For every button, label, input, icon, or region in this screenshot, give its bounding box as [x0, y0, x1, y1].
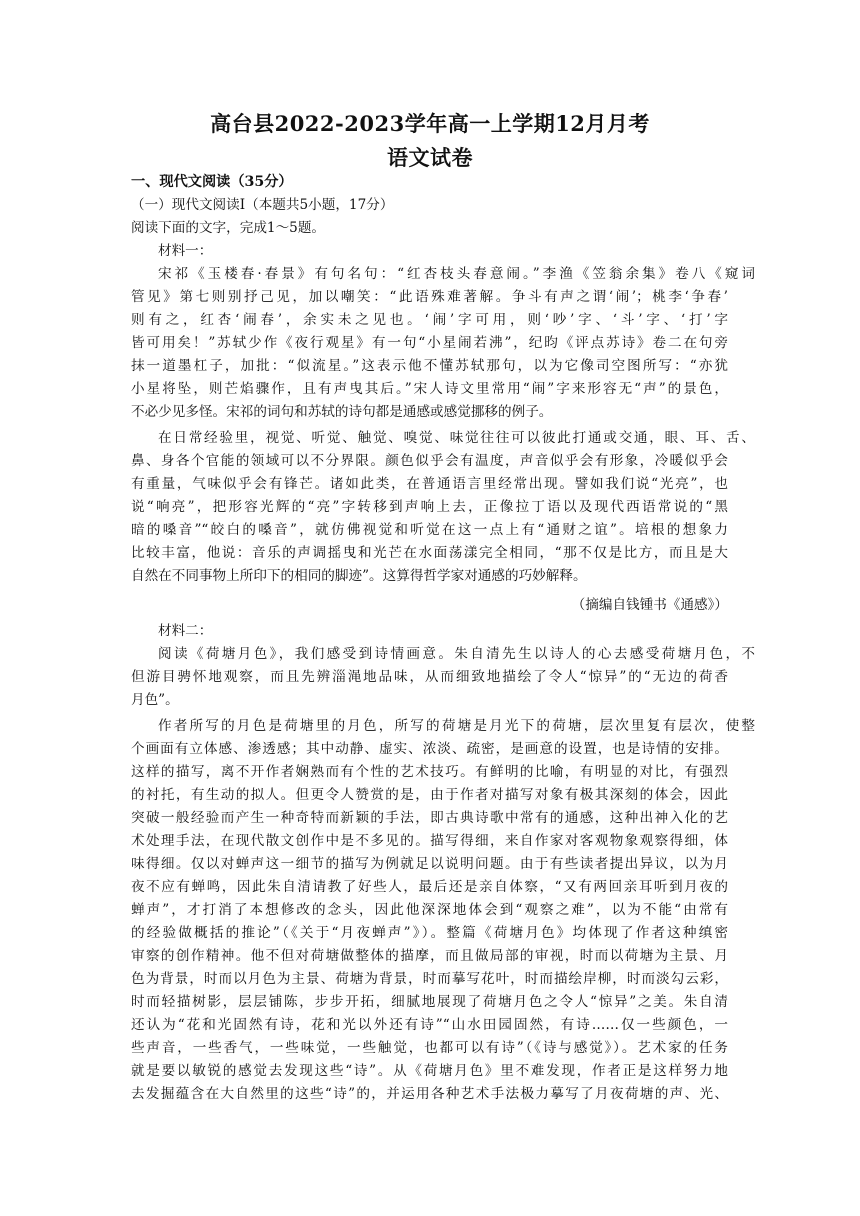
text-line: 还认为“花和光固然有诗，花和光以外还有诗”“山水田园固然，有诗……仅一些颜色，一 [131, 1017, 728, 1033]
text-line: 去发掘蕴含在大自然里的这些“诗”的，并运用各种艺术手法极力摹写了月夜荷塘的声、光、 [131, 1086, 728, 1102]
text-line: 阅读《荷塘月色》，我们感受到诗情画意。朱自清先生以诗人的心去感受荷塘月色，不 [158, 646, 755, 662]
subsection-heading: （一）现代文阅读Ⅰ（本题共5小题，17分） [131, 197, 394, 213]
exam-subtitle: 语文试卷 [387, 145, 473, 170]
text-line: 管见》第七则别抒己见，加以嘲笑：“此语殊难著解。争斗有声之谓‘闹’；桃李‘争春’ [131, 289, 728, 305]
text-line: 术处理手法，在现代散文创作中是不多见的。描写得细，来自作家对客观物象观察得细，体 [131, 833, 728, 849]
text-line: 比较丰富，他说：音乐的声调摇曳和光芒在水面荡漾完全相同，“那不仅是比方，而且是大 [131, 545, 728, 561]
section-heading: 一、现代文阅读（35分） [131, 174, 293, 190]
text-line: 些声音，一些香气，一些味觉，一些触觉，也都可以有诗”（《诗与感觉》）。艺术家的任务 [131, 1040, 728, 1056]
text-line: 色为背景，时而以月色为主景、荷塘为背景，时而摹写花叶，时而描绘岸柳，时而淡勾云彩， [131, 971, 728, 987]
text-line: 夜不应有蝉鸣，因此朱自清请教了好些人，最后还是亲自体察，“又有两回亲耳听到月夜的 [131, 879, 728, 895]
text-line: 有重量，气味似乎会有锋芒。诸如此类，在普通语言里经常出现。譬如我们说“光亮”，也 [131, 476, 728, 492]
exam-title: 高台县2022-2023学年高一上学期12月月考 [210, 111, 650, 136]
text-line: 但游目骋怀地观察，而且先辨淄渑地品味，从而细致地描绘了令人“惊异”的“无边的荷香 [131, 669, 728, 685]
instruction-text: 阅读下面的文字，完成1～5题。 [131, 220, 326, 236]
text-line: 小星将坠，则芒焰骤作，且有声曳其后。”宋人诗文里常用“闹”字来形容无“声”的景色， [131, 381, 728, 397]
text-line: 皆可用矣！”苏轼少作《夜行观星》有一句“小星闹若沸”，纪昀《评点苏诗》卷二在句旁 [131, 335, 728, 351]
text-line: 这样的描写，离不开作者娴熟而有个性的艺术技巧。有鲜明的比喻，有明显的对比，有强烈 [131, 764, 728, 780]
text-line: 月色”。 [131, 692, 179, 708]
text-line: 宋祁《玉楼春·春景》有句名句：“红杏枝头春意闹。”李渔《笠翁余集》卷八《窥词 [158, 266, 755, 282]
material-label: 材料一： [158, 243, 213, 259]
text-line: 不必少见多怪。宋祁的词句和苏轼的诗句都是通感或感觉挪移的例子。 [131, 404, 553, 420]
text-line: 突破一般经验而产生一种奇特而新颖的手法，即古典诗歌中常有的通感，这种出神入化的艺 [131, 810, 728, 826]
text-line: 蝉声”，才打消了本想修改的念头，因此他深深地体会到“观察之难”，以为不能“由常有 [131, 902, 728, 918]
text-line: 鼻、身各个官能的领域可以不分界限。颜色似乎会有温度，声音似乎会有形象，冷暖似乎会 [131, 453, 728, 469]
text-line: 审察的创作精神。他不但对荷塘做整体的描摩，而且做局部的审视，时而以荷塘为主景、月 [131, 948, 728, 964]
material-label: 材料二： [158, 623, 213, 639]
text-line: 个画面有立体感、渗透感；其中动静、虚实、浓淡、疏密，是画意的设置，也是诗情的安排。 [131, 741, 728, 757]
text-line: 就是要以敏锐的感觉去发现这些“诗”。从《荷塘月色》里不难发现，作者正是这样努力地 [131, 1063, 728, 1079]
text-line: 时而轻描树影，层层铺陈，步步开拓，细腻地展现了荷塘月色之令人“惊异”之美。朱自清 [131, 994, 728, 1010]
text-line: 味得细。仅以对蝉声这一细节的描写为例就足以说明问题。由于有些读者提出异议，以为月 [131, 856, 728, 872]
text-line: 暗的嗓音”“皎白的嗓音”，就仿佛视觉和听觉在这一点上有“通财之谊”。培根的想象力 [131, 522, 728, 538]
text-line: 的衬托，有生动的拟人。但更令人赞赏的是，由于作者对描写对象有极其深刻的体会，因此 [131, 787, 728, 803]
text-line: 作者所写的月色是荷塘里的月色，所写的荷塘是月光下的荷塘，层次里复有层次，使整 [158, 718, 755, 734]
text-line: 说“响亮”，把形容光辉的“亮”字转移到声响上去，正像拉丁语以及现代西语常说的“黑 [131, 499, 728, 515]
text-line: 在日常经验里，视觉、听觉、触觉、嗅觉、味觉往往可以彼此打通或交通，眼、耳、舌、 [158, 430, 755, 446]
text-line: 抹一道墨杠子，加批：“似流星。”这表示他不懂苏轼那句，以为它像司空图所写：“亦犹 [131, 358, 728, 374]
text-line: 则有之，红杏‘闹春’，余实未之见也。‘闹’字可用，则‘吵’字、‘斗’字、‘打’字 [131, 312, 728, 328]
text-line: 的经验做概括的推论”（《关于“月夜蝉声”》）。整篇《荷塘月色》均体现了作者这种缜密 [131, 925, 728, 941]
source-citation: （摘编自钱锺书《通感》） [571, 597, 728, 613]
text-line: 自然在不同事物上所印下的相同的脚迹”。这算得哲学家对通感的巧妙解释。 [131, 568, 587, 584]
